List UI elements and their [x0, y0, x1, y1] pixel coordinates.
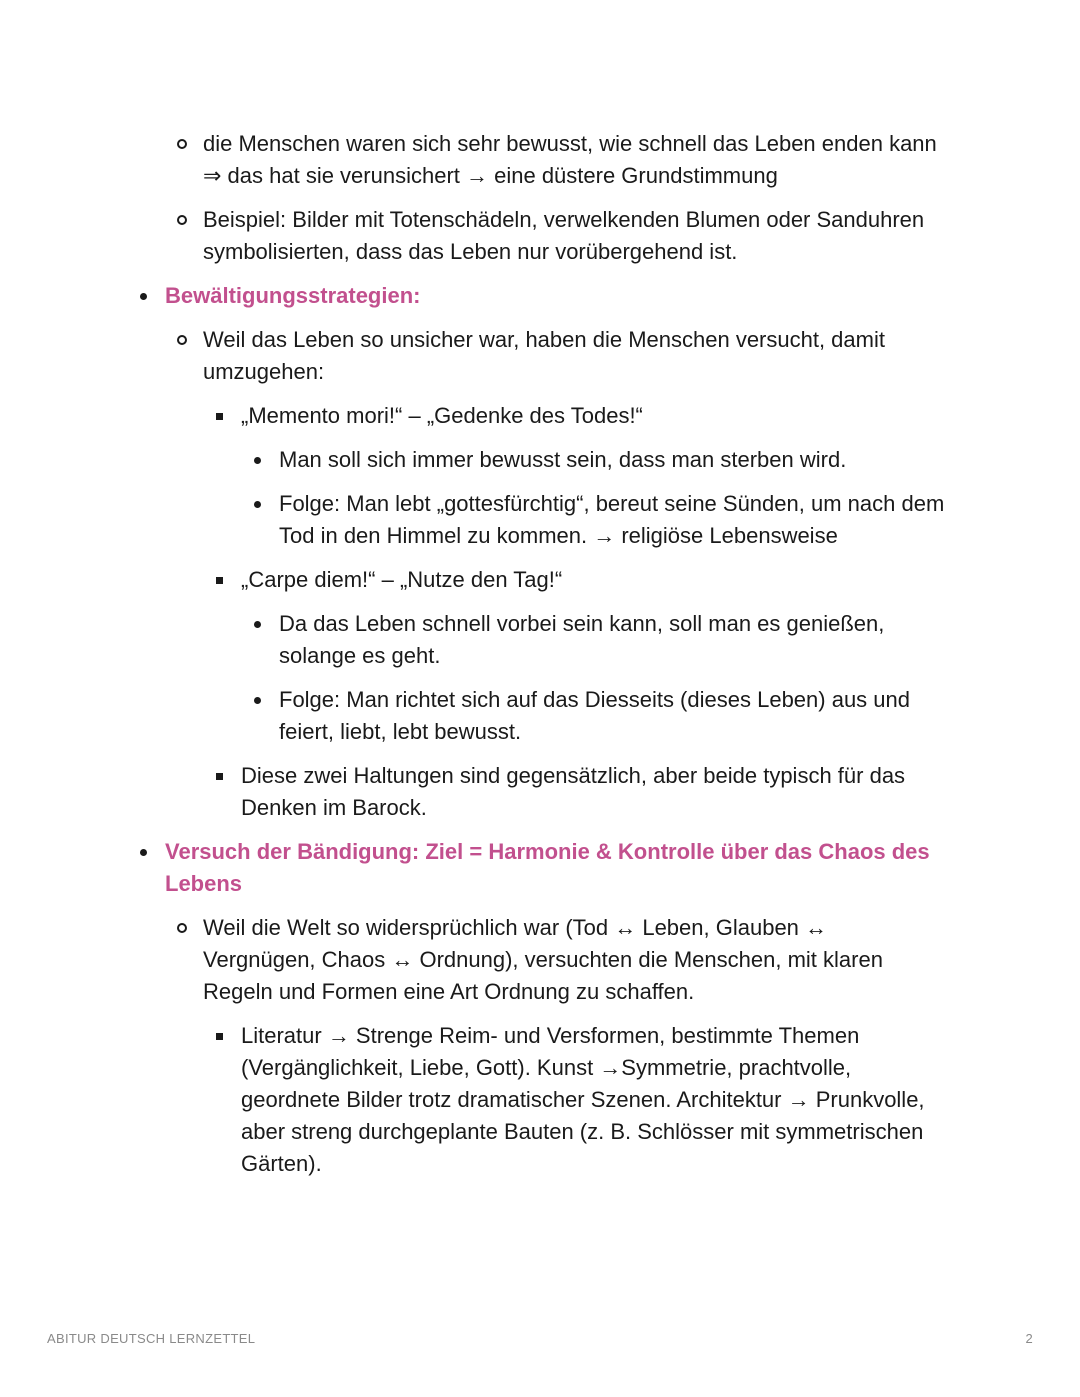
list-item: [279, 684, 945, 748]
disc-bullet-icon: [254, 457, 261, 464]
section-heading: [165, 836, 945, 900]
list-item-text: Man soll sich immer bewusst sein, dass man sterben wird.: [279, 447, 847, 472]
circle-bullet-icon: [177, 139, 187, 149]
note-content: [0, 128, 1080, 1192]
circle-bullet-icon: [177, 215, 187, 225]
disc-bullet-icon: [254, 621, 261, 628]
list-item-text: Da das Leben schnell vorbei sein kann, soll man es genießen, solange es geht.: [279, 611, 885, 668]
list-item-text: Diese zwei Haltungen sind gegensätzlich, aber beide typisch für das Denken im Barock.: [241, 763, 906, 820]
disc-bullet-icon: [140, 849, 147, 856]
square-bullet-icon: [216, 773, 223, 780]
list-item-text: „Carpe diem!“ – „Nutze den Tag!“: [241, 567, 563, 592]
circle-bullet-icon: [177, 335, 187, 345]
disc-bullet-icon: [254, 697, 261, 704]
list-item-text: Weil die Welt so widersprüchlich war (Tod ↔ Leben, Glauben ↔ Vergnügen, Chaos ↔ Ordnung), versuchten die Menschen, mit klaren Regeln und Formen eine Art Ordnung zu schaffen.: [203, 915, 883, 1004]
list-item-text: die Menschen waren sich sehr bewusst, wie schnell das Leben enden kann ⇒ das hat sie verunsichert → eine düstere Grundstimmung: [203, 131, 937, 188]
list-item: [241, 564, 945, 596]
section-heading-text: Versuch der Bändigung: Ziel = Harmonie & Kontrolle über das Chaos des Lebens: [165, 839, 930, 896]
list-item: [203, 204, 945, 268]
square-bullet-icon: [216, 1033, 223, 1040]
section-heading-text: Bewältigungsstrategien:: [165, 283, 421, 308]
list-item-text: Beispiel: Bilder mit Totenschädeln, verwelkenden Blumen oder Sanduhren symbolisierten, dass das Leben nur vorübergehend ist.: [203, 207, 925, 264]
list-item: [203, 912, 945, 1008]
disc-bullet-icon: [254, 501, 261, 508]
list-item-text: Folge: Man lebt „gottesfürchtig“, bereut seine Sünden, um nach dem Tod in den Himmel zu kommen. → religiöse Lebensweise: [279, 491, 945, 548]
list-item: [203, 324, 945, 388]
section-heading: [165, 280, 945, 312]
list-item: [279, 488, 945, 552]
list-item: [203, 128, 945, 192]
square-bullet-icon: [216, 577, 223, 584]
list-item: [241, 400, 945, 432]
circle-bullet-icon: [177, 923, 187, 933]
list-item-text: Folge: Man richtet sich auf das Diesseits (dieses Leben) aus und feiert, liebt, lebt bewusst.: [279, 687, 910, 744]
page-number: 2: [1025, 1331, 1033, 1346]
list-item-text: Weil das Leben so unsicher war, haben die Menschen versucht, damit umzugehen:: [203, 327, 885, 384]
list-item: [279, 608, 945, 672]
list-item: [241, 760, 945, 824]
list-item: [279, 444, 945, 476]
square-bullet-icon: [216, 413, 223, 420]
disc-bullet-icon: [140, 293, 147, 300]
list-item-text: „Memento mori!“ – „Gedenke des Todes!“: [241, 403, 643, 428]
list-item: [241, 1020, 945, 1180]
footer-title: ABITUR DEUTSCH LERNZETTEL: [47, 1331, 256, 1346]
list-item-text: Literatur → Strenge Reim- und Versformen, bestimmte Themen (Vergänglichkeit, Liebe, Gott). Kunst →Symmetrie, prachtvolle, geordnete Bilder trotz dramatischer Szenen. Architektur → Prunkvolle, aber streng durchgeplante Bauten (z. B. Schlösser mit symmetrischen Gärten).: [241, 1023, 925, 1176]
